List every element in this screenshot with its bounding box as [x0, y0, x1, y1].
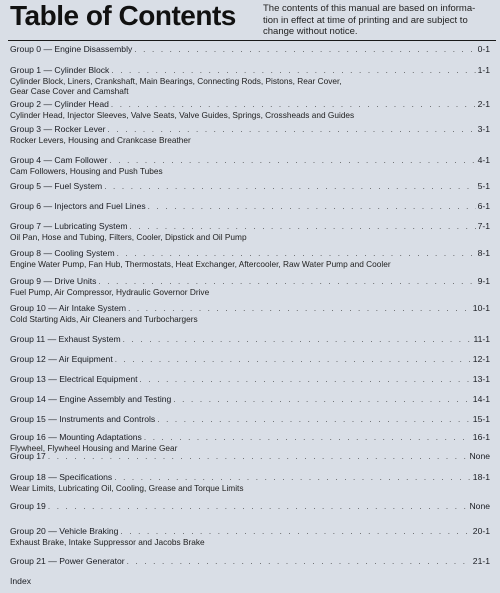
dot-leader: [104, 181, 475, 192]
toc-row: [10, 374, 490, 385]
toc-entry: [10, 354, 490, 365]
toc-entry-label: Group 19: [10, 501, 46, 511]
dot-leader: [130, 221, 476, 232]
toc-row: [10, 576, 490, 587]
toc-entry-label: Group 1 — Cylinder Block: [10, 65, 110, 75]
dot-leader: [157, 414, 471, 425]
toc-row: [10, 526, 490, 537]
toc-row: [10, 181, 490, 192]
toc-entry-description: Fuel Pump, Air Compressor, Hydraulic Governor Drive: [10, 287, 210, 297]
toc-row: [10, 248, 490, 259]
toc-entry: [10, 303, 490, 324]
toc-entry: [10, 374, 490, 385]
toc-page-number: 5-1: [477, 181, 490, 191]
dot-leader: [148, 201, 476, 212]
toc-row: [10, 472, 490, 483]
dot-leader: [123, 334, 472, 345]
dot-leader: [173, 394, 470, 405]
toc-entry: [10, 248, 490, 269]
toc-entry-label: Group 7 — Lubricating System: [10, 221, 128, 231]
toc-page-number: 14-1: [472, 394, 490, 404]
notice-line: tion in effect at time of printing and are subject to: [263, 14, 468, 26]
toc-entry: [10, 276, 490, 297]
dot-leader: [117, 248, 476, 259]
toc-page-number: 1-1: [477, 65, 490, 75]
toc-entry: [10, 501, 490, 512]
toc-row: [10, 451, 490, 462]
toc-entry-description: Rocker Levers, Housing and Crankcase Breather: [10, 135, 191, 145]
toc-page-number: 16-1: [472, 432, 490, 442]
toc-row: [10, 556, 490, 567]
toc-entry-label: Group 10 — Air Intake System: [10, 303, 127, 313]
toc-entry-description: Flywheel, Flywheel Housing and Marine Gear: [10, 443, 178, 453]
dot-leader: [108, 124, 476, 135]
toc-entry: [10, 201, 490, 212]
toc-page-number: 9-1: [477, 276, 490, 286]
toc-entry-label: Group 8 — Cooling System: [10, 248, 115, 258]
toc-entry: [10, 432, 490, 453]
toc-entry-label: Group 6 — Injectors and Fuel Lines: [10, 201, 146, 211]
dot-leader: [140, 374, 471, 385]
dot-leader: [48, 451, 468, 462]
toc-entry-description: Cam Followers, Housing and Push Tubes: [10, 166, 163, 176]
toc-entry-description: Wear Limits, Lubricating Oil, Cooling, Grease and Torque Limits: [10, 483, 244, 493]
toc-page-number: None: [469, 501, 490, 511]
toc-row: [10, 155, 490, 166]
toc-entry-description: Cylinder Head, Injector Sleeves, Valve Seats, Valve Guides, Springs, Crossheads and Guides: [10, 110, 355, 120]
toc-row: [10, 221, 490, 232]
dot-leader: [144, 432, 471, 443]
dot-leader: [127, 556, 471, 567]
dot-leader: [114, 472, 471, 483]
toc-row: [10, 394, 490, 405]
toc-entry-description: Engine Water Pump, Fan Hub, Thermostats, Heat Exchanger, Aftercooler, Raw Water Pump and Cooler: [10, 259, 391, 269]
dot-leader: [109, 155, 475, 166]
toc-row: [10, 354, 490, 365]
toc-entry-label: Group 20 — Vehicle Braking: [10, 526, 119, 536]
toc-row: [10, 276, 490, 287]
dot-leader: [48, 501, 468, 512]
dot-leader: [128, 303, 471, 314]
toc-entry-label: Group 3 — Rocker Lever: [10, 124, 106, 134]
toc-row: [10, 201, 490, 212]
toc-row: [10, 414, 490, 425]
toc-row: [10, 432, 490, 443]
dot-leader: [115, 354, 471, 365]
toc-entry: [10, 99, 490, 120]
toc-page-number: 11-1: [473, 334, 490, 344]
toc-page-number: 3-1: [477, 124, 490, 134]
toc-row: [10, 303, 490, 314]
toc-row: [10, 65, 490, 76]
toc-page-number: 0-1: [477, 44, 490, 54]
toc-entry-label: Group 12 — Air Equipment: [10, 354, 113, 364]
dot-leader: [120, 526, 470, 537]
toc-row: [10, 124, 490, 135]
toc-entry-label: Group 4 — Cam Follower: [10, 155, 108, 165]
toc-page-number: 13-1: [472, 374, 490, 384]
toc-entry: [10, 334, 490, 345]
toc-entry-label: Group 14 — Engine Assembly and Testing: [10, 394, 172, 404]
toc-entry-label: Group 11 — Exhaust System: [10, 334, 121, 344]
toc-entry-description: Cold Starting Aids, Air Cleaners and Turbochargers: [10, 314, 198, 324]
toc-row: [10, 501, 490, 512]
toc-entry-description: Cylinder Block, Liners, Crankshaft, Main Bearings, Connecting Rods, Pistons, Rear Cover,: [10, 76, 342, 86]
toc-entry-label: Group 0 — Engine Disassembly: [10, 44, 133, 54]
toc-entry-label: Group 17: [10, 451, 46, 461]
toc-row: [10, 99, 490, 110]
toc-page-number: 7-1: [477, 221, 490, 231]
toc-entry-label: Group 2 — Cylinder Head: [10, 99, 109, 109]
toc-entry-label: Group 9 — Drive Units: [10, 276, 97, 286]
toc-entry: [10, 472, 490, 493]
toc-page-number: 18-1: [472, 472, 490, 482]
toc-entry-label: Group 15 — Instruments and Controls: [10, 414, 156, 424]
toc-page-number: 12-1: [472, 354, 490, 364]
dot-leader: [98, 276, 475, 287]
toc-entry: [10, 181, 490, 192]
toc-entry: [10, 221, 490, 242]
toc-entry-label: Group 5 — Fuel System: [10, 181, 103, 191]
toc-entry-label: Group 13 — Electrical Equipment: [10, 374, 138, 384]
header-rule: [8, 40, 496, 41]
dot-leader: [111, 65, 475, 76]
toc-entry: [10, 65, 490, 96]
toc-entry-label: Index: [10, 576, 32, 586]
dot-leader: [111, 99, 476, 110]
toc-entry: [10, 44, 490, 55]
toc-row: [10, 44, 490, 55]
toc-entry: [10, 451, 490, 462]
toc-entry-description: Exhaust Brake, Intake Suppressor and Jacobs Brake: [10, 537, 205, 547]
toc-page-number: 10-1: [472, 303, 490, 313]
toc-page-number: 6-1: [477, 201, 490, 211]
toc-entry: [10, 526, 490, 547]
toc-page-number: 15-1: [472, 414, 490, 424]
notice-line: change without notice.: [263, 26, 358, 37]
toc-entry: [10, 576, 490, 587]
toc-page-number: 20-1: [472, 526, 490, 536]
disclaimer-notice: [263, 3, 495, 38]
notice-line: The contents of this manual are based on informa-: [263, 3, 476, 14]
toc-entry-label: Group 21 — Power Generator: [10, 556, 125, 566]
toc-page-number: 4-1: [477, 155, 490, 165]
dot-leader: [134, 44, 475, 55]
toc-entry-label: Group 16 — Mounting Adaptations: [10, 432, 142, 442]
toc-page-number: 21-1: [472, 556, 490, 566]
toc-entry: [10, 556, 490, 567]
toc-entry: [10, 124, 490, 145]
toc-page-number: 2-1: [477, 99, 490, 109]
toc-entry-description: Gear Case Cover and Camshaft: [10, 86, 129, 96]
toc-row: [10, 334, 490, 345]
toc-entry: [10, 394, 490, 405]
toc-page-number: None: [469, 451, 490, 461]
toc-entry-description: Oil Pan, Hose and Tubing, Filters, Cooler, Dipstick and Oil Pump: [10, 232, 247, 242]
toc-entry: [10, 414, 490, 425]
toc-entry: [10, 155, 490, 176]
page-title: Table of Contents: [10, 0, 236, 31]
toc-page-number: 8-1: [477, 248, 490, 258]
toc-entry-label: Group 18 — Specifications: [10, 472, 113, 482]
